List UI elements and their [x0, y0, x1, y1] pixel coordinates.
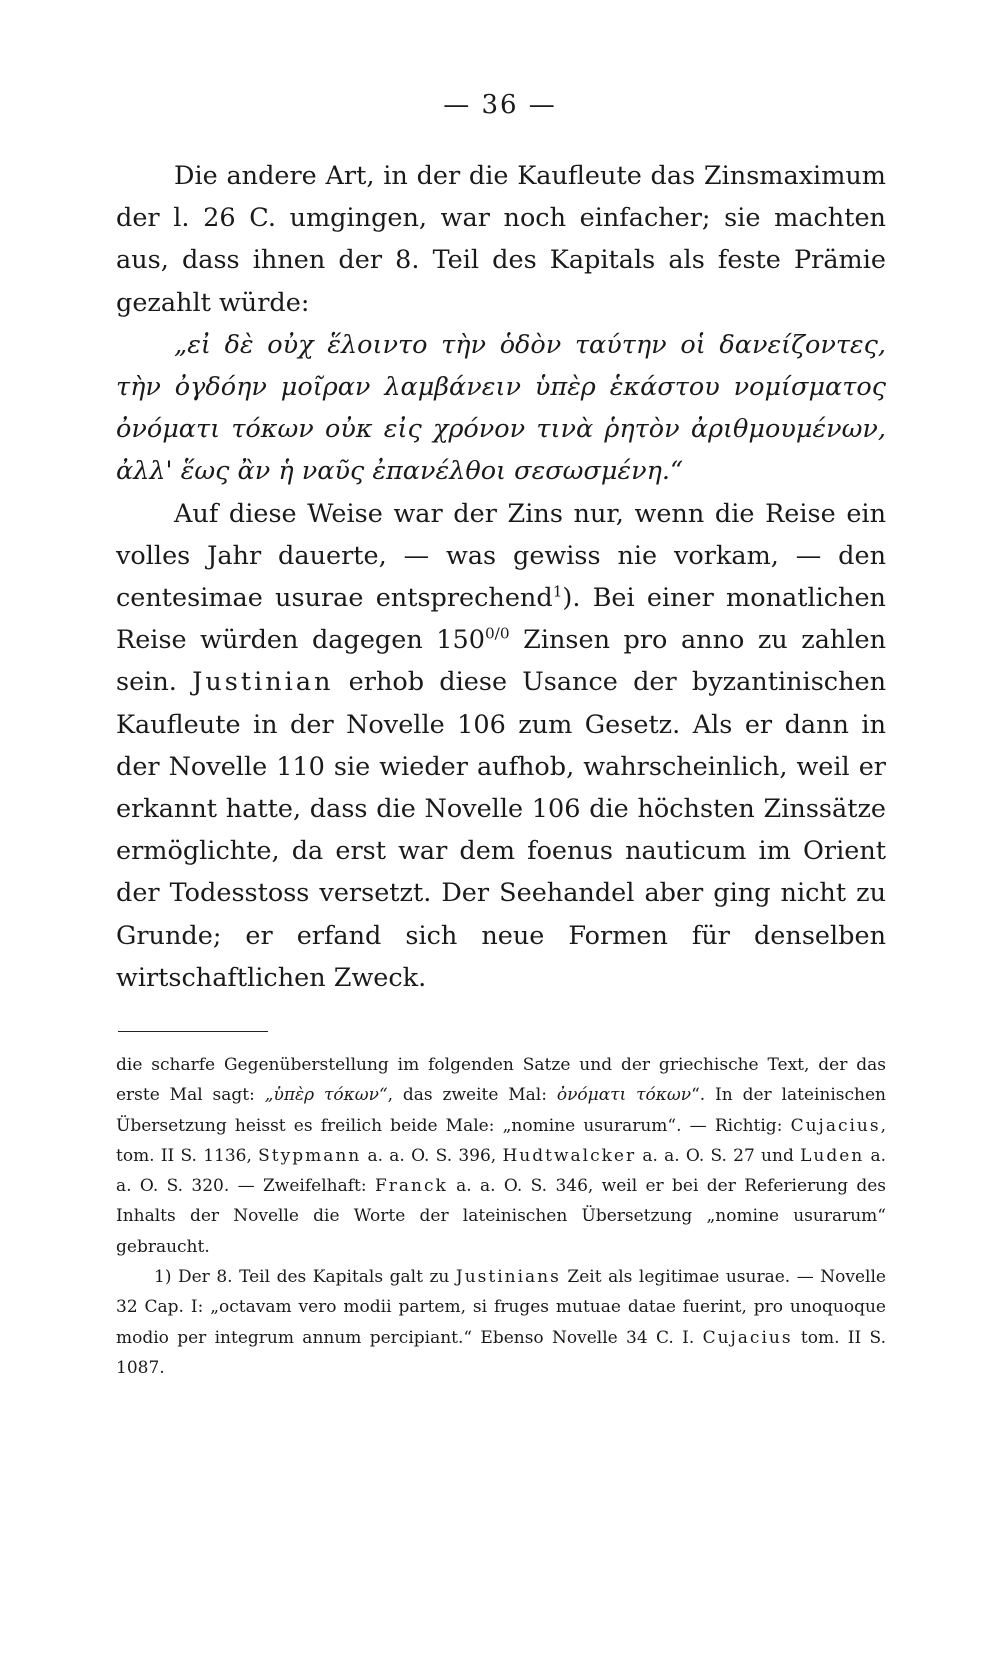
paragraph-text: Auf diese Weise war der Zins nur, wenn die Reise ein volles Jahr dauerte, — was gewiss nie vorkam, — den centesimae usurae entsprechend — [116, 498, 886, 614]
footnote-text: a. a. O. S. 27 und — [636, 1145, 801, 1166]
footnote-text: a. a. O. S. 396, — [361, 1145, 503, 1166]
greek-phrase: ὀνόματι τόκων — [556, 1085, 692, 1106]
footnote-marker: 1) — [154, 1267, 172, 1288]
main-text — [116, 155, 886, 999]
footnote-text: a. a. O. S. 346, weil er bei der Referierung des Inhalts der Novelle die Worte der lateinischen Übersetzung „nomine usurarum“ gebraucht. — [116, 1176, 886, 1257]
author-name: Cujacius — [702, 1327, 793, 1348]
footnote-text: Zeit als legitimae usurae. — Novelle 32 Cap. I: „octavam vero modii partem, si fruges mutuae datae fuerint, pro unoquoque modio per integrum annum percipiant.“ Ebenso Novelle 34 C. I. — [116, 1267, 886, 1348]
author-name: Justinians — [455, 1267, 561, 1288]
footnote-text: a. a. O. S. 320. — Zweifelhaft: — [116, 1145, 887, 1197]
author-name: Hudtwalcker — [502, 1145, 637, 1166]
greek-quote: „εἰ δὲ οὐχ ἕλοιντο τὴν ὁδὸν ταύτην οἱ δανείζοντες, τὴν ὀγδόην μοῖραν λαμβάνειν ὑπὲρ ἑκάστου νομίσματος ὀνόματι τόκων οὐκ εἰς χρόνον τινὰ ῥητὸν ἀριθμουμένων, ἀλλ' ἕως ἂν ἡ ναῦς ἐπανέλθοι σεσωσμένη.“ — [116, 329, 886, 487]
name-justinian: Justinian — [192, 667, 334, 698]
footnote-text: die scharfe Gegenüberstellung im folgenden Satze und der griechische Text, der das erste Mal sagt: — [116, 1055, 886, 1106]
author-name: Franck — [374, 1176, 448, 1197]
page-number: — 36 — — [443, 90, 557, 120]
footnote-text: “. In der lateinischen Übersetzung heisst es freilich beide Male: „nomine usurarum“. — Richtig: — [116, 1085, 886, 1136]
author-name: Luden — [800, 1145, 865, 1166]
footnote-text: , tom. II S. 1136, — [116, 1115, 886, 1166]
footnotes — [116, 1050, 886, 1383]
paragraph-text: erhob diese Usance der byzantinischen Kaufleute in der Novelle 106 zum Gesetz. Als er dann in der Novelle 110 sie wieder aufhob, wahrscheinlich, weil er erkannt hatte, dass die Novelle 106 die höchsten Zinssätze ermöglichte, da erst war dem foenus nauticum im Orient der Todesstoss versetzt. Der Seehandel aber ging nicht zu Grunde; er erfand sich neue Formen für denselben wirtschaftlichen Zweck. — [116, 667, 887, 993]
paragraph-intro: Die andere Art, in der die Kaufleute das Zinsmaximum der l. 26 C. umgingen, war noch einfacher; sie machten aus, dass ihnen der 8. Teil des Kapitals als feste Prämie gezahlt würde: — [116, 161, 886, 318]
paragraph-body — [116, 493, 886, 999]
percent-sign: 0/0 — [484, 624, 510, 643]
author-name: Stypmann — [258, 1145, 362, 1166]
greek-phrase: „ὑπὲρ τόκων“ — [264, 1085, 388, 1106]
footnote-1 — [116, 1262, 886, 1383]
paragraph-text: Zinsen pro anno zu zahlen sein. — [116, 625, 886, 698]
footnote-divider — [118, 1031, 268, 1032]
footnote-reference: 1 — [552, 582, 563, 601]
paragraph-text: ). Bei einer monatlichen Reise würden dagegen 150 — [116, 583, 886, 656]
footnote-text: Der 8. Teil des Kapitals galt zu — [171, 1267, 456, 1288]
author-name: Cujacius — [790, 1115, 881, 1136]
footnote-text: , das zweite Mal: — [387, 1085, 557, 1106]
footnote-text: tom. II S. 1087. — [116, 1327, 886, 1378]
footnote-continuation — [116, 1050, 886, 1262]
